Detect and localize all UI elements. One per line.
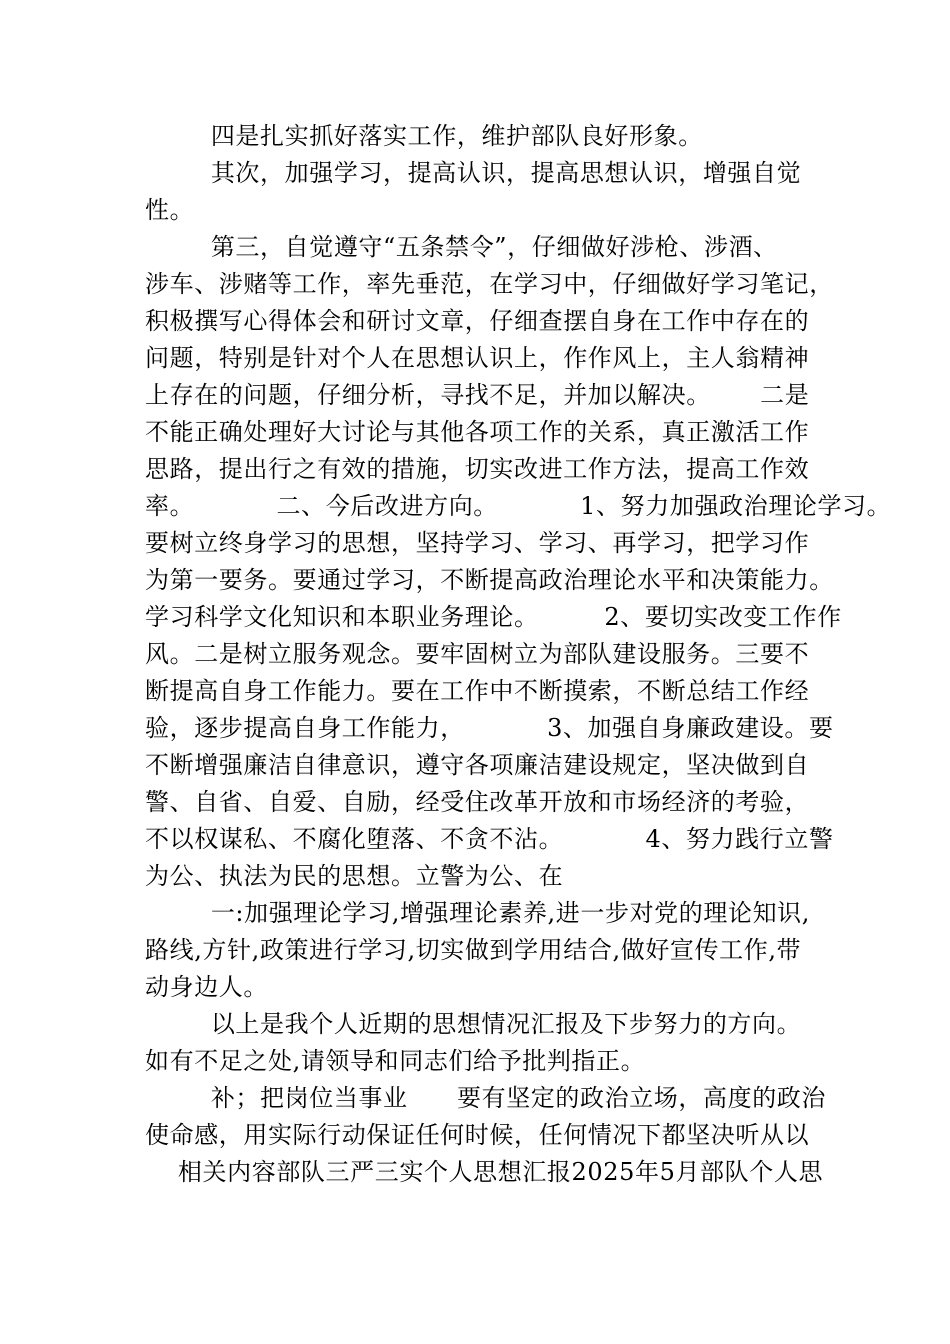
text-line: 其次，加强学习，提高认识，提高思想认识，增强自觉 xyxy=(145,159,802,187)
text-line: 学习科学文化知识和本职业务理论。 2、要切实改变工作作 xyxy=(145,603,842,631)
text-line: 问题，特别是针对个人在思想认识上，作作风上，主人翁精神 xyxy=(145,344,810,372)
text-line: 四是扎实抓好落实工作，维护部队良好形象。 xyxy=(145,122,703,150)
text-line: 为公、执法为民的思想。立警为公、在 xyxy=(145,862,564,890)
text-line: 相关内容部队三严三实个人思想汇报2025年5月部队个人思 xyxy=(145,1158,824,1186)
text-line: 如有不足之处,请领导和同志们给予批判指正。 xyxy=(145,1047,646,1075)
text-line: 断提高自身工作能力。要在工作中不断摸索，不断总结工作经 xyxy=(145,677,810,705)
text-line: 警、自省、自爱、自励，经受住改革开放和市场经济的考验， xyxy=(145,788,810,816)
text-line: 以上是我个人近期的思想情况汇报及下步努力的方向。 xyxy=(145,1010,802,1038)
text-line: 风。二是树立服务观念。要牢固树立为部队建设服务。三要不 xyxy=(145,640,810,668)
text-line: 上存在的问题，仔细分析，寻找不足，并加以解决。 二是 xyxy=(145,381,810,409)
text-line: 动身边人。 xyxy=(145,973,268,1001)
text-line: 积极撰写心得体会和研讨文章，仔细查摆自身在工作中存在的 xyxy=(145,307,810,335)
text-line: 涉车、涉赌等工作，率先垂范，在学习中，仔细做好学习笔记， xyxy=(145,270,834,298)
text-line: 思路，提出行之有效的措施，切实改进工作方法，提高工作效 xyxy=(145,455,810,483)
text-line: 不断增强廉洁自律意识，遵守各项廉洁建设规定，坚决做到自 xyxy=(145,751,810,779)
text-line: 一:加强理论学习,增强理论素养,进一步对党的理论知识, xyxy=(145,899,811,927)
text-line: 验，逐步提高自身工作能力， 3、加强自身廉政建设。要 xyxy=(145,714,834,742)
text-line: 第三，自觉遵守“五条禁令”，仔细做好涉枪、涉酒、 xyxy=(145,233,778,261)
text-line: 路线,方针,政策进行学习,切实做到学用结合,做好宣传工作,带 xyxy=(145,936,802,964)
text-line: 率。 二、今后改进方向。 1、努力加强政治理论学习。 xyxy=(145,492,892,520)
text-line: 补；把岗位当事业 要有坚定的政治立场，高度的政治 xyxy=(145,1084,827,1112)
text-line: 为第一要务。要通过学习，不断提高政治理论水平和决策能力。 xyxy=(145,566,834,594)
text-line: 不以权谋私、不腐化堕落、不贪不沾。 4、努力践行立警 xyxy=(145,825,834,853)
text-line: 要树立终身学习的思想，坚持学习、学习、再学习，把学习作 xyxy=(145,529,810,557)
text-line: 性。 xyxy=(145,196,195,224)
text-line: 不能正确处理好大讨论与其他各项工作的关系，真正激活工作 xyxy=(145,418,810,446)
text-line: 使命感，用实际行动保证任何时候，任何情况下都坚决听从以 xyxy=(145,1121,810,1149)
